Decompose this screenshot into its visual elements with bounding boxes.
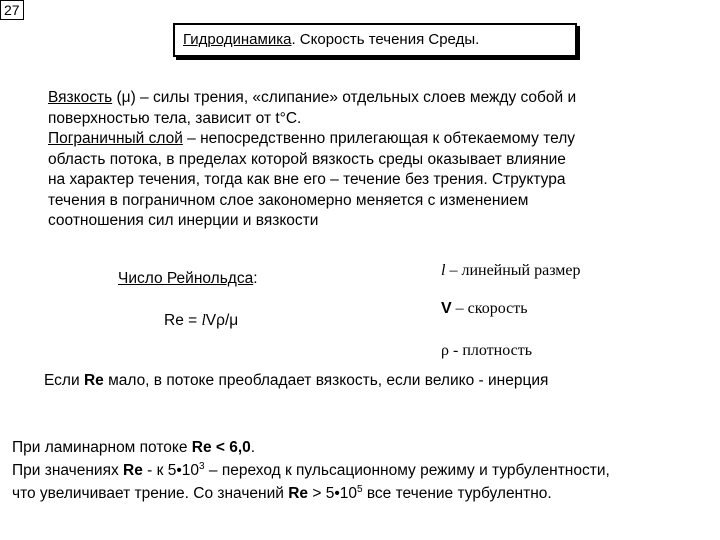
laminar-value: Re < 6,0: [191, 439, 251, 456]
definition-density: [441, 342, 532, 360]
para-line-5: на характер течения, тогда как вне его – течение без трения. Структура: [48, 171, 566, 188]
reynolds-term: Число Рейнольдса: [118, 270, 254, 287]
transition-mid: - к 5•10: [142, 462, 200, 479]
definition-length: [441, 262, 581, 280]
def-text-rho: - плотность: [448, 342, 532, 359]
transition-line: [12, 459, 712, 482]
formula-prefix: Re =: [164, 312, 202, 329]
def-symbol-l: l: [441, 262, 446, 279]
re-condition-line: [44, 372, 548, 390]
turbulent-pre: что увеличивает трение. Со значений: [12, 485, 289, 502]
transition-re: Re: [123, 462, 143, 479]
turbulent-mid: > 5•10: [308, 485, 357, 502]
def-text-v: – скорость: [451, 300, 528, 317]
definition-velocity: [441, 300, 528, 318]
turbulent-exp: 5: [357, 484, 363, 495]
slide-number: 27: [0, 0, 24, 20]
def-symbol-rho: ρ: [441, 342, 449, 359]
if-post: мало, в потоке преобладает вязкость, если велико - инерция: [103, 372, 549, 389]
def-text-l: – линейный размер: [445, 262, 581, 279]
term-boundary-layer: Пограничный слой: [48, 130, 183, 147]
transition-post: – переход к пульсационному режиму и турбулентности,: [204, 462, 610, 479]
transition-pre: При значениях: [12, 462, 124, 479]
if-pre: Если: [44, 372, 84, 389]
regime-notes: [12, 436, 712, 505]
laminar-line: [12, 436, 712, 459]
para-line-3: [48, 129, 688, 150]
formula-rest: Vρ/μ: [205, 312, 239, 329]
para-line-2: поверхностью тела, зависит от t°C.: [48, 109, 302, 127]
reynolds-formula: [164, 312, 238, 330]
laminar-post: .: [250, 439, 256, 456]
slide-title: [173, 23, 577, 57]
para-line-7: соотношения сил инерции и вязкости: [48, 212, 319, 229]
mu-symbol: (μ): [112, 89, 136, 106]
turbulent-post: все течение турбулентно.: [362, 485, 552, 502]
def-symbol-v: V: [441, 300, 452, 317]
para-line-1: [48, 88, 688, 109]
para-line-6: течения в пограничном слое закономерно меняется с изменением: [48, 191, 529, 209]
reynolds-colon: :: [253, 270, 258, 287]
para-line-3-text: – непосредственно прилегающая к обтекаемому телу: [182, 130, 576, 147]
turbulent-re: Re: [288, 485, 309, 502]
para-line-4: область потока, в пределах которой вязкость среды оказывает влияние: [48, 150, 566, 168]
laminar-pre: При ламинарном потоке: [12, 439, 192, 456]
title-underlined: Гидродинамика: [183, 31, 292, 48]
formula-l: l: [201, 312, 206, 329]
term-viscosity: Вязкость: [48, 89, 113, 106]
definition-paragraph: [48, 88, 688, 232]
turbulent-line: [12, 482, 712, 505]
title-rest: . Скорость течения Среды.: [291, 31, 480, 48]
if-re: Re: [83, 372, 104, 389]
reynolds-label: [118, 270, 258, 288]
transition-exp: 3: [199, 461, 205, 472]
para-line-1-text: – силы трения, «слипание» отдельных слоев между собой и: [135, 89, 577, 106]
